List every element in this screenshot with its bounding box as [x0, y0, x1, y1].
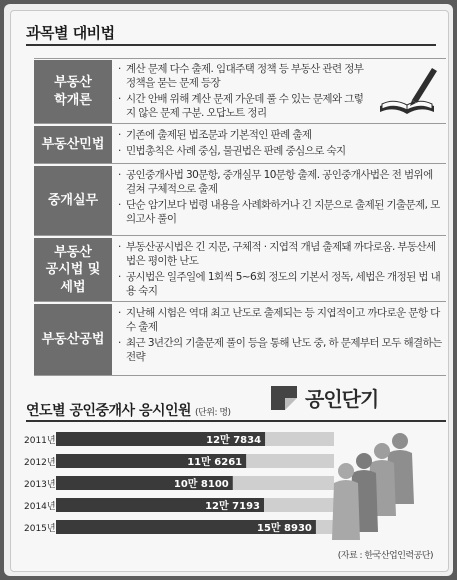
- subject-bullet: · 단순 암기보다 법령 내용을 사례화하거나 긴 지문으로 출제된 기출문제, 모의고사 풀이: [118, 198, 442, 226]
- subject-bullet: · 공인중개사법 30문항, 중개실무 10문항 출제. 공인중개사법은 전 범위에 걸쳐 구체적으로 출제: [118, 168, 442, 196]
- category-label: 2012년: [24, 458, 56, 468]
- value-label: 10만 8100: [173, 479, 229, 490]
- value-label: 11만 6261: [187, 457, 243, 468]
- subject-label: 부동산 공시법 및 세법: [34, 238, 112, 302]
- bar-chart: [4, 4, 453, 576]
- category-label: 2014년: [24, 502, 56, 512]
- infographic: [4, 4, 453, 576]
- category-label: 2015년: [24, 524, 56, 534]
- subject-bullet: · 기존에 출제된 법조문과 기본적인 판례 출제: [118, 128, 442, 142]
- subject-label: 부동산민법: [34, 126, 112, 164]
- subject-bullet: · 최근 3년간의 기출문제 풀이 등을 통해 난도 중, 하 문제부터 모두 해결하는 전략: [118, 336, 442, 364]
- subject-bullet: · 계산 문제 다수 출제. 임대주택 정책 등 부동산 관련 정부 정책을 묻는 문제 등장: [118, 62, 372, 90]
- subject-bullet: · 부동산공시법은 긴 지문, 구체적 · 지엽적 개념 출제돼 까다로움. 부동산세법은 평이한 난도: [118, 240, 442, 268]
- subject-bullet: · 시간 안배 위해 계산 문제 가운데 풀 수 있는 문제와 그렇지 않은 문제 구분. 오답노트 정리: [118, 92, 372, 120]
- subject-label: 부동산공법: [34, 304, 112, 376]
- value-label: 12만 7193: [205, 501, 260, 512]
- chart-unit: (단위: 명): [195, 408, 231, 418]
- publisher-logo-text: 공인단기: [305, 386, 379, 411]
- subject-label: 중개실무: [34, 166, 112, 236]
- category-label: 2013년: [24, 480, 56, 490]
- value-label: 15만 8930: [257, 523, 312, 534]
- subject-bullet: · 지난해 시험은 역대 최고 난도로 출제되는 등 지엽적이고 까다로운 문항 다수 출제: [118, 306, 442, 334]
- chart-title: 연도별 공인중개사 응시인원: [26, 403, 192, 419]
- chart-source: (자료 : 한국산업인력공단): [337, 551, 433, 561]
- category-label: 2011년: [24, 436, 56, 446]
- bars: [24, 432, 334, 534]
- subject-bullet: · 민법총칙은 사례 중심, 물권법은 판례 중심으로 숙지: [118, 144, 442, 158]
- value-label: 12만 7834: [206, 435, 262, 446]
- people-group-icon: [332, 433, 414, 540]
- section1-title-text: 과목별 대비법: [26, 24, 115, 42]
- subject-label: 부동산 학개론: [34, 60, 112, 124]
- subject-bullet: · 공시법은 일주일에 1회씩 5~6회 정도의 기본서 정독, 세법은 개정된 법 내용 숙지: [118, 270, 442, 298]
